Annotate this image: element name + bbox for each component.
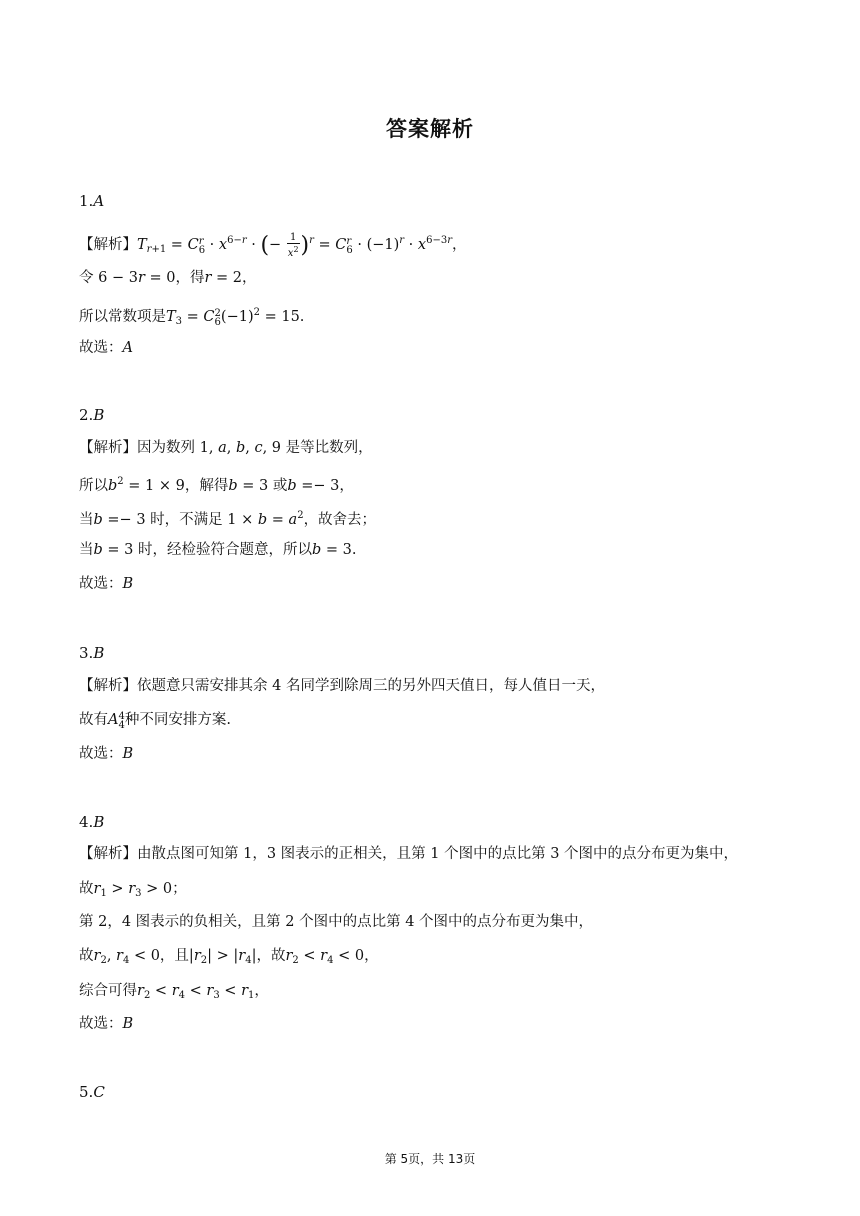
answer-4-line-2: 故$r_1 > r_3 > 0$； <box>79 881 187 899</box>
answer-2-heading: 2.B <box>79 406 105 424</box>
answer-3-conclusion: 故选：B <box>79 746 134 762</box>
answer-1-line-3: 所以常数项是$T_3 = C$ 2 6 $(-1)^2 = 15$. <box>79 307 305 328</box>
answer-1-line-2: 令 6 − 3r = 0，得r = 2， <box>79 270 257 286</box>
answer-3-line-2: 故有A 4 4 种不同安排方案. <box>79 711 231 731</box>
answer-4-line-5: 综合可得$r_2 < r_4 < r_3 < r_1$， <box>79 983 269 1001</box>
answer-5-heading: 5.C <box>79 1083 105 1101</box>
analysis-label: 【解析】 <box>79 237 137 253</box>
answer-1-line-1: 【解析】$T_{r+1} = C$ r 6 · $x^{6-r}$ · (− $\frac{1}{x^2}$ )$^r$ = C r 6 · $(-1)^r \cdot x^{6-3r}$， <box>79 231 467 259</box>
answer-4-line-4: 故$r_2$, $r_4 < 0$，且$|r_2| > |r_4|$，故$r_2 < r_4 < 0$， <box>79 948 379 966</box>
answer-3-line-1: 【解析】依题意只需安排其余 4 名同学到除周三的另外四天值日，每人值日一天， <box>79 678 605 694</box>
answer-2-line-2: 所以$b^2 = 1 \times 9$，解得b = 3 或b =− 3， <box>79 476 354 494</box>
page-footer: 第 5页，共 13页 <box>384 1152 476 1166</box>
answer-3-heading: 3.B <box>79 644 105 662</box>
answer-2-line-4: 当b = 3 时，经检验符合题意，所以b = 3. <box>79 542 357 558</box>
answer-4-line-1: 【解析】由散点图可知第 1，3 图表示的正相关，且第 1 个图中的点比第 3 个图中的点分布更为集中， <box>79 846 739 862</box>
answer-1-heading: 1.A <box>79 192 105 210</box>
answer-2-conclusion: 故选：B <box>79 576 134 592</box>
answer-1-conclusion: 故选：A <box>79 340 133 356</box>
answer-4-line-3: 第 2，4 图表示的负相关，且第 2 个图中的点比第 4 个图中的点分布更为集中， <box>79 914 594 930</box>
answer-2-line-1: 【解析】因为数列 1, a, b, c, 9 是等比数列， <box>79 440 373 456</box>
answer-4-conclusion: 故选：B <box>79 1016 134 1032</box>
answer-4-heading: 4.B <box>79 813 105 831</box>
page-title: 答案解析 <box>386 117 474 141</box>
answer-2-line-3: 当b =− 3 时，不满足 $1 \times b = a^2$，故舍去； <box>79 510 377 528</box>
